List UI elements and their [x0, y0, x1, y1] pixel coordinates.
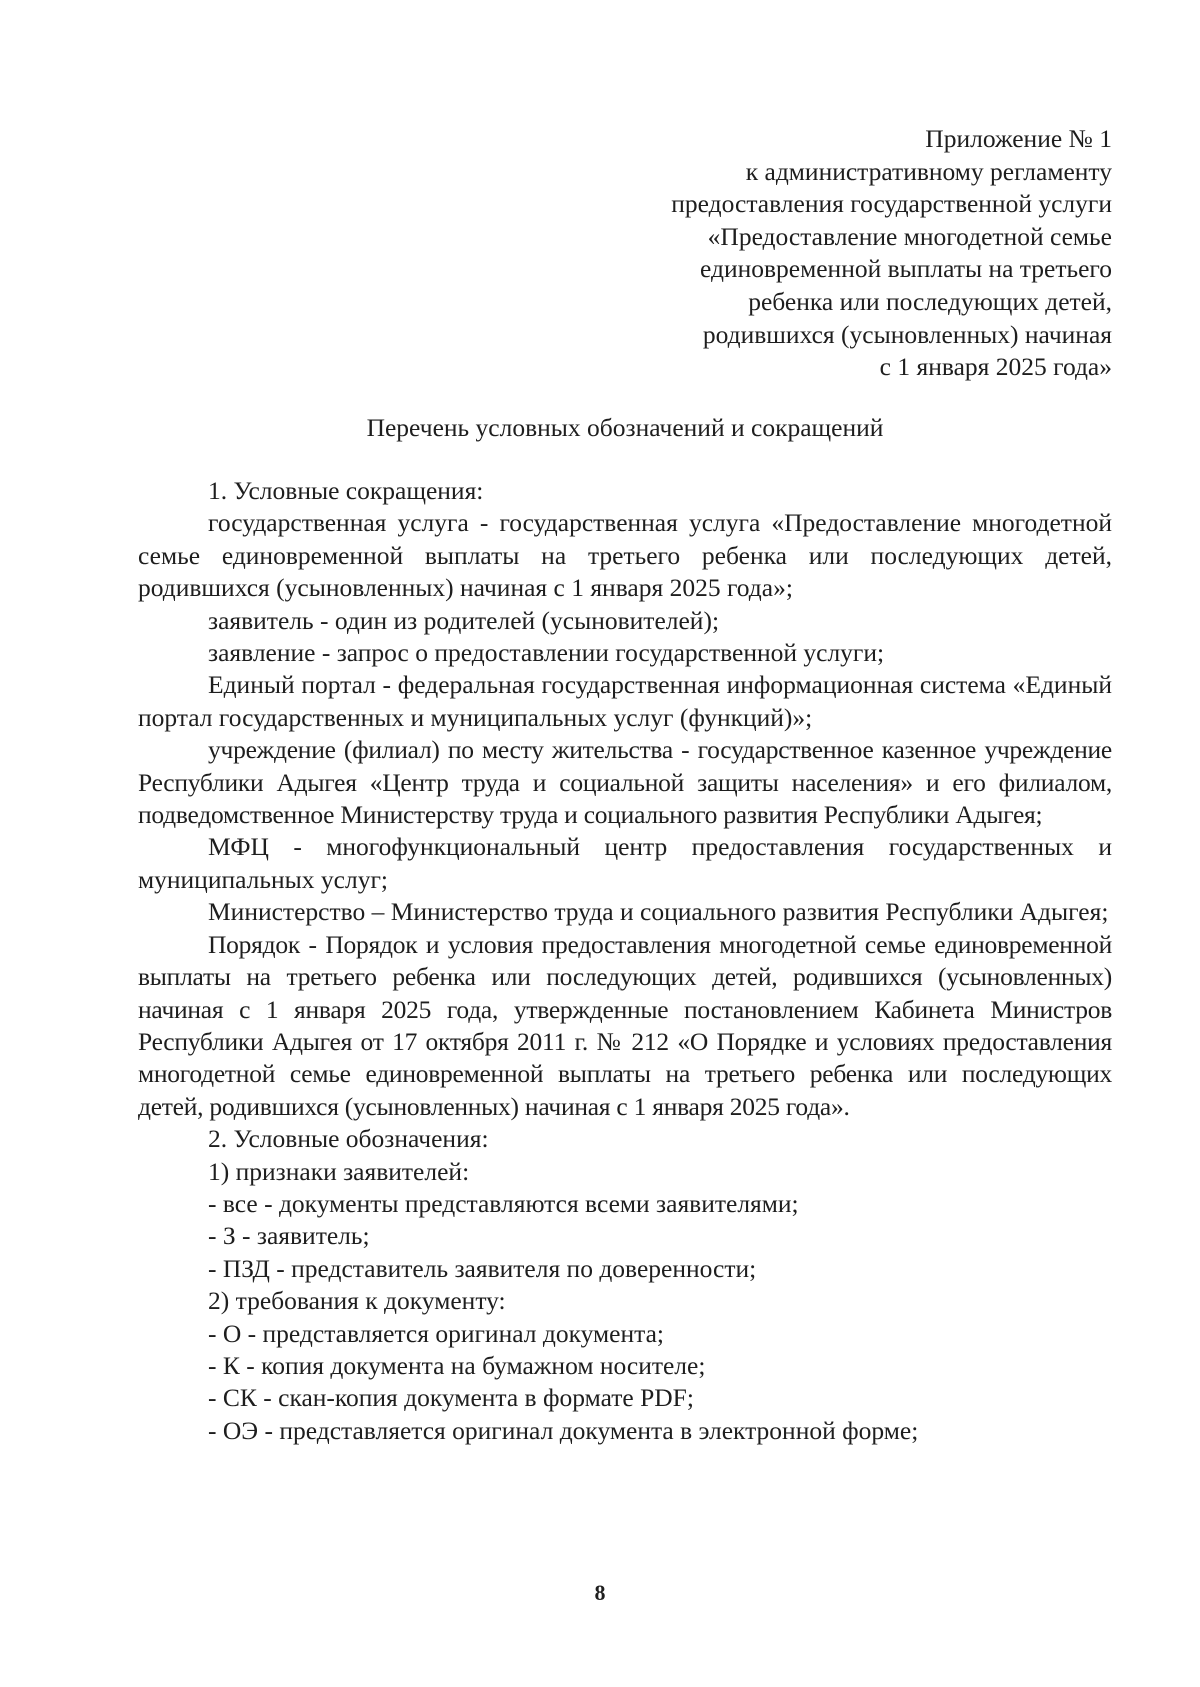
appendix-header-line: ребенка или последующих детей,	[748, 286, 1112, 316]
paragraph: - К - копия документа на бумажном носителе;	[208, 1350, 706, 1380]
paragraph: - все - документы представляются всеми заявителями;	[208, 1188, 799, 1218]
appendix-header-line: «Предоставление многодетной семье	[707, 221, 1112, 251]
page-number: 8	[594, 1580, 606, 1605]
paragraph: заявление - запрос о предоставлении государственной услуги;	[208, 638, 885, 668]
paragraph: 2) требования к документу:	[208, 1286, 506, 1316]
paragraph: Порядок - Порядок и условия предоставления многодетной семье единовременной выплаты на третьего ребенка или последующих детей, родившихся (усыновленных) начиная с 1 января 2025 года, утвержденные постановлением Кабинета Министров Республики Адыгея от 17 октября 2011 г. № 212 «О Порядке и условиях предоставления многодетной семье единовременной выплаты на третьего ребенка или последующих детей, родившихся (усыновленных) начиная с 1 января 2025 года».	[138, 929, 1112, 1121]
paragraph: государственная услуга - государственная услуга «Предоставление многодетной семье единовременной выплаты на третьего ребенка или последующих детей, родившихся (усыновленных) начиная с 1 января 2025 года»;	[138, 508, 1112, 603]
appendix-header	[552, 123, 1112, 384]
appendix-header-line: Приложение № 1	[925, 124, 1112, 153]
appendix-header-line: родившихся (усыновленных) начиная	[702, 319, 1112, 349]
paragraph: заявитель - один из родителей (усыновителей);	[208, 605, 720, 635]
paragraph: - О - представляется оригинал документа;	[208, 1318, 664, 1348]
document-title: Перечень условных обозначений и сокращений	[366, 413, 884, 442]
appendix-header-line: к административному регламенту	[745, 156, 1112, 186]
appendix-header-line: предоставления государственной услуги	[671, 189, 1112, 219]
appendix-header-line: единовременной выплаты на третьего	[699, 254, 1112, 284]
paragraph: учреждение (филиал) по месту жительства - государственное казенное учреждение Республики Адыгея «Центр труда и социальной защиты населения» и его филиалом, подведомственное Министерству труда и социального развития Республики Адыгея;	[138, 735, 1112, 830]
paragraph: 1) признаки заявителей:	[208, 1156, 470, 1186]
paragraph: 2. Условные обозначения:	[208, 1124, 489, 1154]
appendix-header-line: с 1 января 2025 года»	[879, 352, 1112, 382]
paragraph: - З - заявитель;	[208, 1221, 370, 1251]
paragraph: 1. Условные сокращения:	[208, 476, 484, 505]
paragraph: - СК - скан-копия документа в формате PDF;	[208, 1383, 694, 1413]
paragraph: МФЦ - многофункциональный центр предоставления государственных и муниципальных услуг;	[138, 832, 1112, 894]
paragraph: Единый портал - федеральная государственная информационная система «Единый портал государственных и муниципальных услуг (функций)»;	[138, 670, 1112, 732]
document-body	[138, 475, 1112, 1447]
paragraph: - ПЗД - представитель заявителя по доверенности;	[208, 1253, 757, 1283]
paragraph: - ОЭ - представляется оригинал документа в электронной форме;	[208, 1415, 919, 1445]
paragraph: Министерство – Министерство труда и социального развития Республики Адыгея;	[208, 897, 1109, 927]
